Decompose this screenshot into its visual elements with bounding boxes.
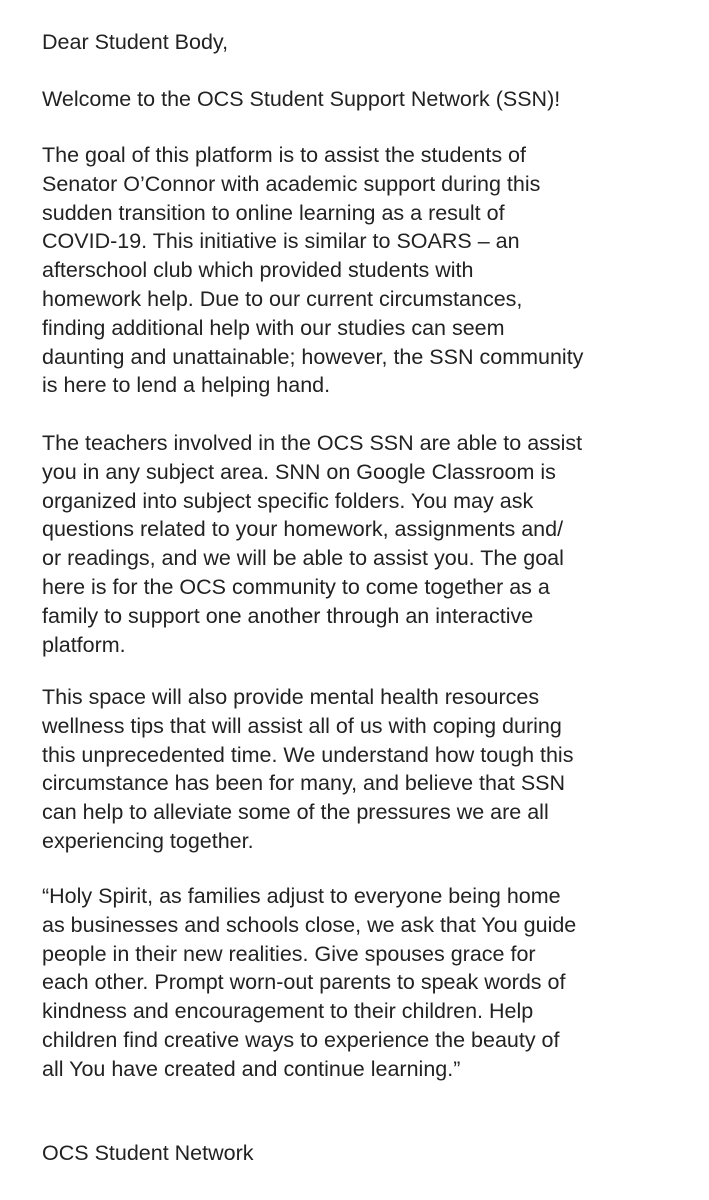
signature: OCS Student Network — [42, 1141, 254, 1165]
paragraph-teachers: The teachers involved in the OCS SSN are able to assist you in any subject area. SNN on Google Classroom is organized into subject specific folders. You may ask questions related to your homework, assignments and/ or readings, and we will be able to assist you. The goal here is for the OCS community to come together as a family to support one another through an interactive platform. — [42, 431, 583, 657]
greeting: Dear Student Body, — [42, 30, 229, 54]
paragraph-wellness: This space will also provide mental health resources wellness tips that will assist all of us with coping during this unprecedented time. We understand how tough this circumstance has been for many, and believe that SSN can help to alleviate some of the pressures we are all experiencing together. — [42, 685, 574, 853]
paragraph-prayer: “Holy Spirit, as families adjust to everyone being home as businesses and schools close, we ask that You guide people in their new realities. Give spouses grace for each other. Prompt worn-out parents to speak words of kindness and encouragement to their children. Help children find creative ways to experience the beauty of all You have created and continue learning.” — [42, 884, 577, 1081]
welcome-line: Welcome to the OCS Student Support Network (SSN)! — [42, 87, 561, 111]
paragraph-goal: The goal of this platform is to assist the students of Senator O’Connor with academic support during this sudden transition to online learning as a result of COVID-19. This initiative is similar to SOARS – an afterschool club which provided students with homework help. Due to our current circumstances, finding additional help with our studies can seem daunting and unattainable; however, the SSN community is here to lend a helping hand. — [42, 143, 584, 398]
